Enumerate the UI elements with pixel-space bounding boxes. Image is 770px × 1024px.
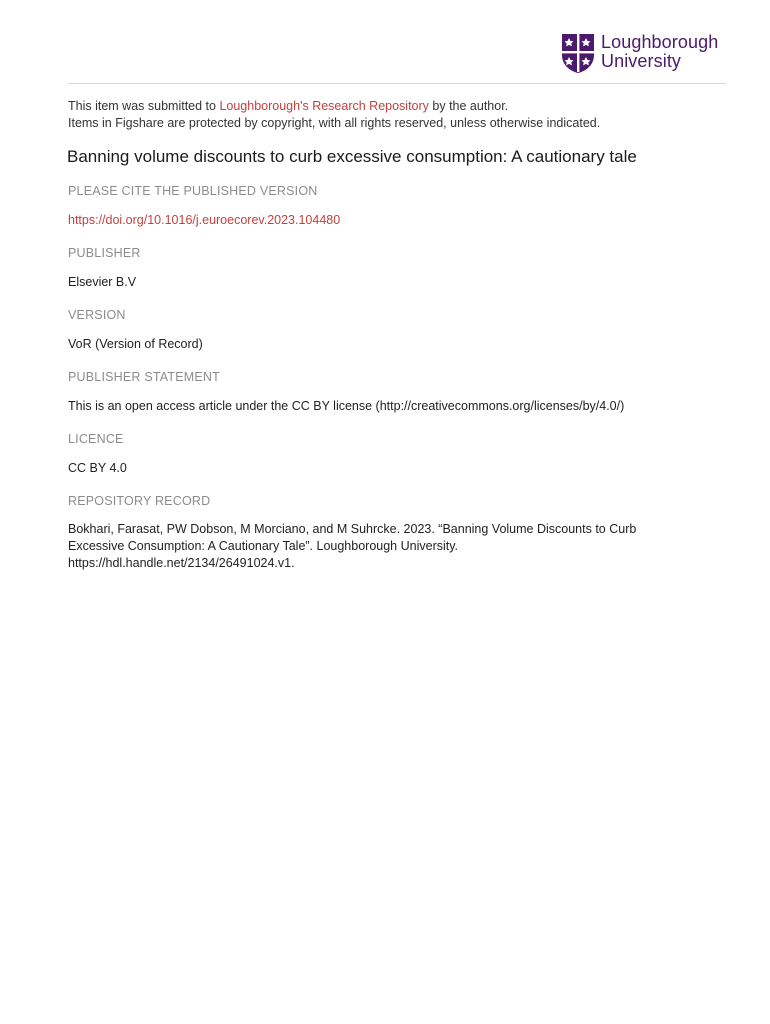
statement-label: PUBLISHER STATEMENT: [68, 370, 220, 384]
university-logo: [561, 33, 718, 74]
repository-notice: [68, 98, 728, 132]
record-value-block: [68, 521, 728, 572]
university-crest-icon: [561, 33, 595, 74]
repository-link[interactable]: Loughborough's Research Repository: [219, 99, 429, 113]
logo-line-2: University: [601, 51, 682, 71]
doi-link[interactable]: https://doi.org/10.1016/j.euroecorev.2023.104480: [68, 213, 341, 227]
licence-section: [68, 431, 728, 447]
publisher-label: PUBLISHER: [68, 246, 141, 260]
record-label: REPOSITORY RECORD: [68, 494, 211, 508]
publisher-section: [68, 245, 728, 261]
notice-prefix: This item was submitted to: [68, 99, 220, 113]
publisher-value: Elsevier B.V: [68, 275, 137, 289]
version-value: VoR (Version of Record): [68, 337, 203, 351]
record-section: [68, 493, 728, 509]
publisher-value-block: [68, 274, 728, 291]
notice-line-2: Items in Figshare are protected by copyright, with all rights reserved, unless otherwise indicated.: [68, 116, 601, 130]
licence-value-block: [68, 460, 728, 477]
record-line-3: https://hdl.handle.net/2134/26491024.v1.: [68, 556, 295, 570]
notice-line-1: [68, 98, 728, 115]
record-line-2: Excessive Consumption: A Cautionary Tale”. Loughborough University.: [68, 539, 459, 553]
cite-value-block: [68, 212, 728, 229]
statement-section: [68, 369, 728, 385]
version-label: VERSION: [68, 308, 126, 322]
licence-label: LICENCE: [68, 432, 124, 446]
cite-label: PLEASE CITE THE PUBLISHED VERSION: [68, 184, 318, 198]
licence-value: CC BY 4.0: [68, 461, 127, 475]
logo-line-1: Loughborough: [601, 32, 719, 52]
statement-value-block: [68, 398, 728, 415]
cite-section: [68, 183, 728, 199]
statement-value: This is an open access article under the CC BY license (http://creativecommons.org/licenses/by/4.0/): [68, 399, 625, 413]
version-section: [68, 307, 728, 323]
notice-suffix: by the author.: [428, 99, 509, 113]
record-line-1: Bokhari, Farasat, PW Dobson, M Morciano, and M Suhrcke. 2023. “Banning Volume Discounts to Curb: [68, 522, 637, 536]
header-divider: [68, 83, 726, 84]
version-value-block: [68, 336, 728, 353]
item-title: Banning volume discounts to curb excessive consumption: A cautionary tale: [67, 147, 637, 166]
logo-wordmark: [601, 33, 718, 71]
